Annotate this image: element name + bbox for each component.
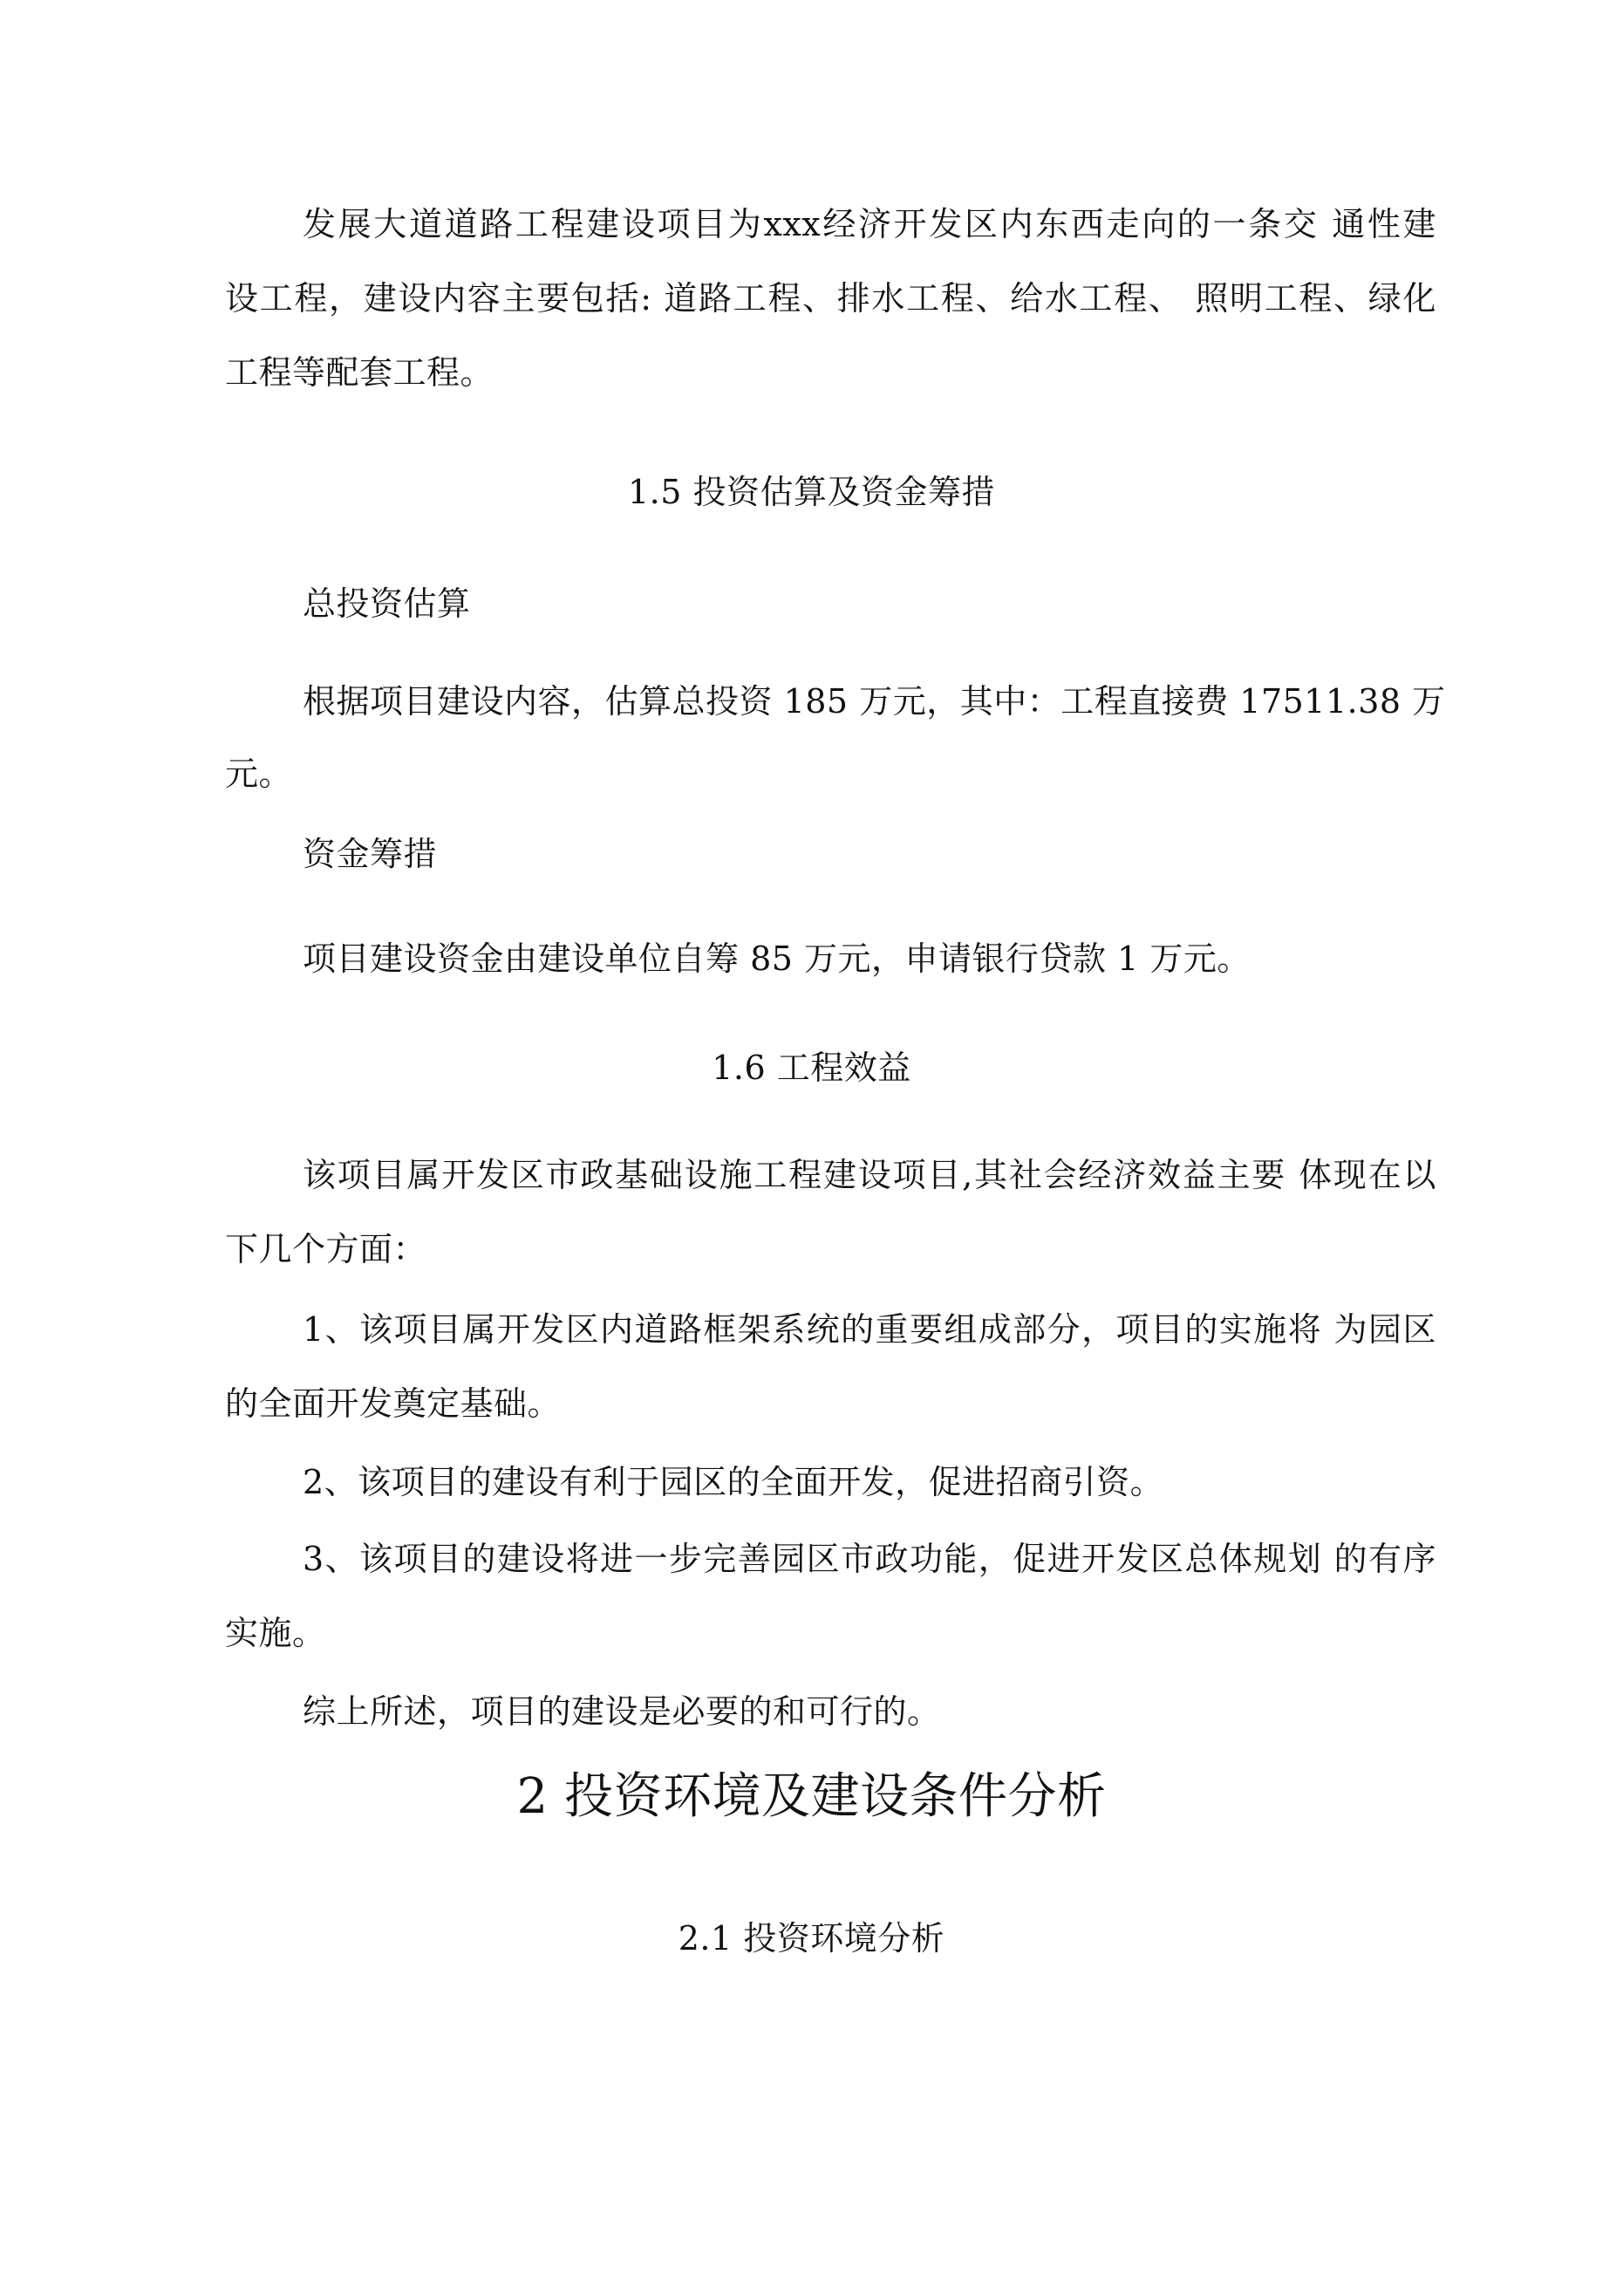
intro-paragraph-line-1: 发展大道道路工程建设项目为xxx经济开发区内东西走向的一条交 通性建	[303, 205, 1436, 243]
benefits-lead-line-2: 下几个方面：	[225, 1230, 427, 1268]
section-heading-1-6: 1.6 工程效益	[712, 1049, 911, 1087]
section-heading-2-1: 2.1 投资环境分析	[678, 1919, 945, 1958]
conclusion-paragraph: 综上所述，项目的建设是必要的和可行的。	[303, 1692, 941, 1731]
benefit-item-3-line-1: 3、该项目的建设将进一步完善园区市政功能，促进开发区总体规划 的有序	[303, 1540, 1436, 1578]
benefit-item-3-line-2: 实施。	[225, 1614, 326, 1652]
estimate-paragraph-line-1: 根据项目建设内容，估算总投资 185 万元，其中：工程直接费 17511.38 万	[303, 682, 1446, 721]
funding-paragraph: 项目建设资金由建设单位自筹 85 万元，申请银行贷款 1 万元。	[303, 940, 1251, 978]
benefit-item-1-line-1: 1、该项目属开发区内道路框架系统的重要组成部分，项目的实施将 为园区	[303, 1310, 1436, 1349]
intro-paragraph-line-3: 工程等配套工程。	[225, 353, 494, 392]
benefits-lead-line-1: 该项目属开发区市政基础设施工程建设项目,其社会经济效益主要 体现在以	[303, 1156, 1436, 1194]
intro-paragraph-line-2: 设工程，建设内容主要包括: 道路工程、排水工程、给水工程、 照明工程、绿化	[225, 279, 1436, 318]
subheading-funding: 资金筹措	[303, 835, 438, 873]
estimate-paragraph-line-2: 元。	[225, 755, 293, 793]
benefit-item-1-line-2: 的全面开发奠定基础。	[225, 1384, 562, 1423]
section-heading-1-5: 1.5 投资估算及资金筹措	[627, 473, 995, 511]
chapter-heading-2: 2 投资环境及建设条件分析	[516, 1768, 1107, 1825]
subheading-total-investment: 总投资估算	[303, 584, 471, 623]
benefit-item-2: 2、该项目的建设有利于园区的全面开发，促进招商引资。	[303, 1463, 1164, 1501]
